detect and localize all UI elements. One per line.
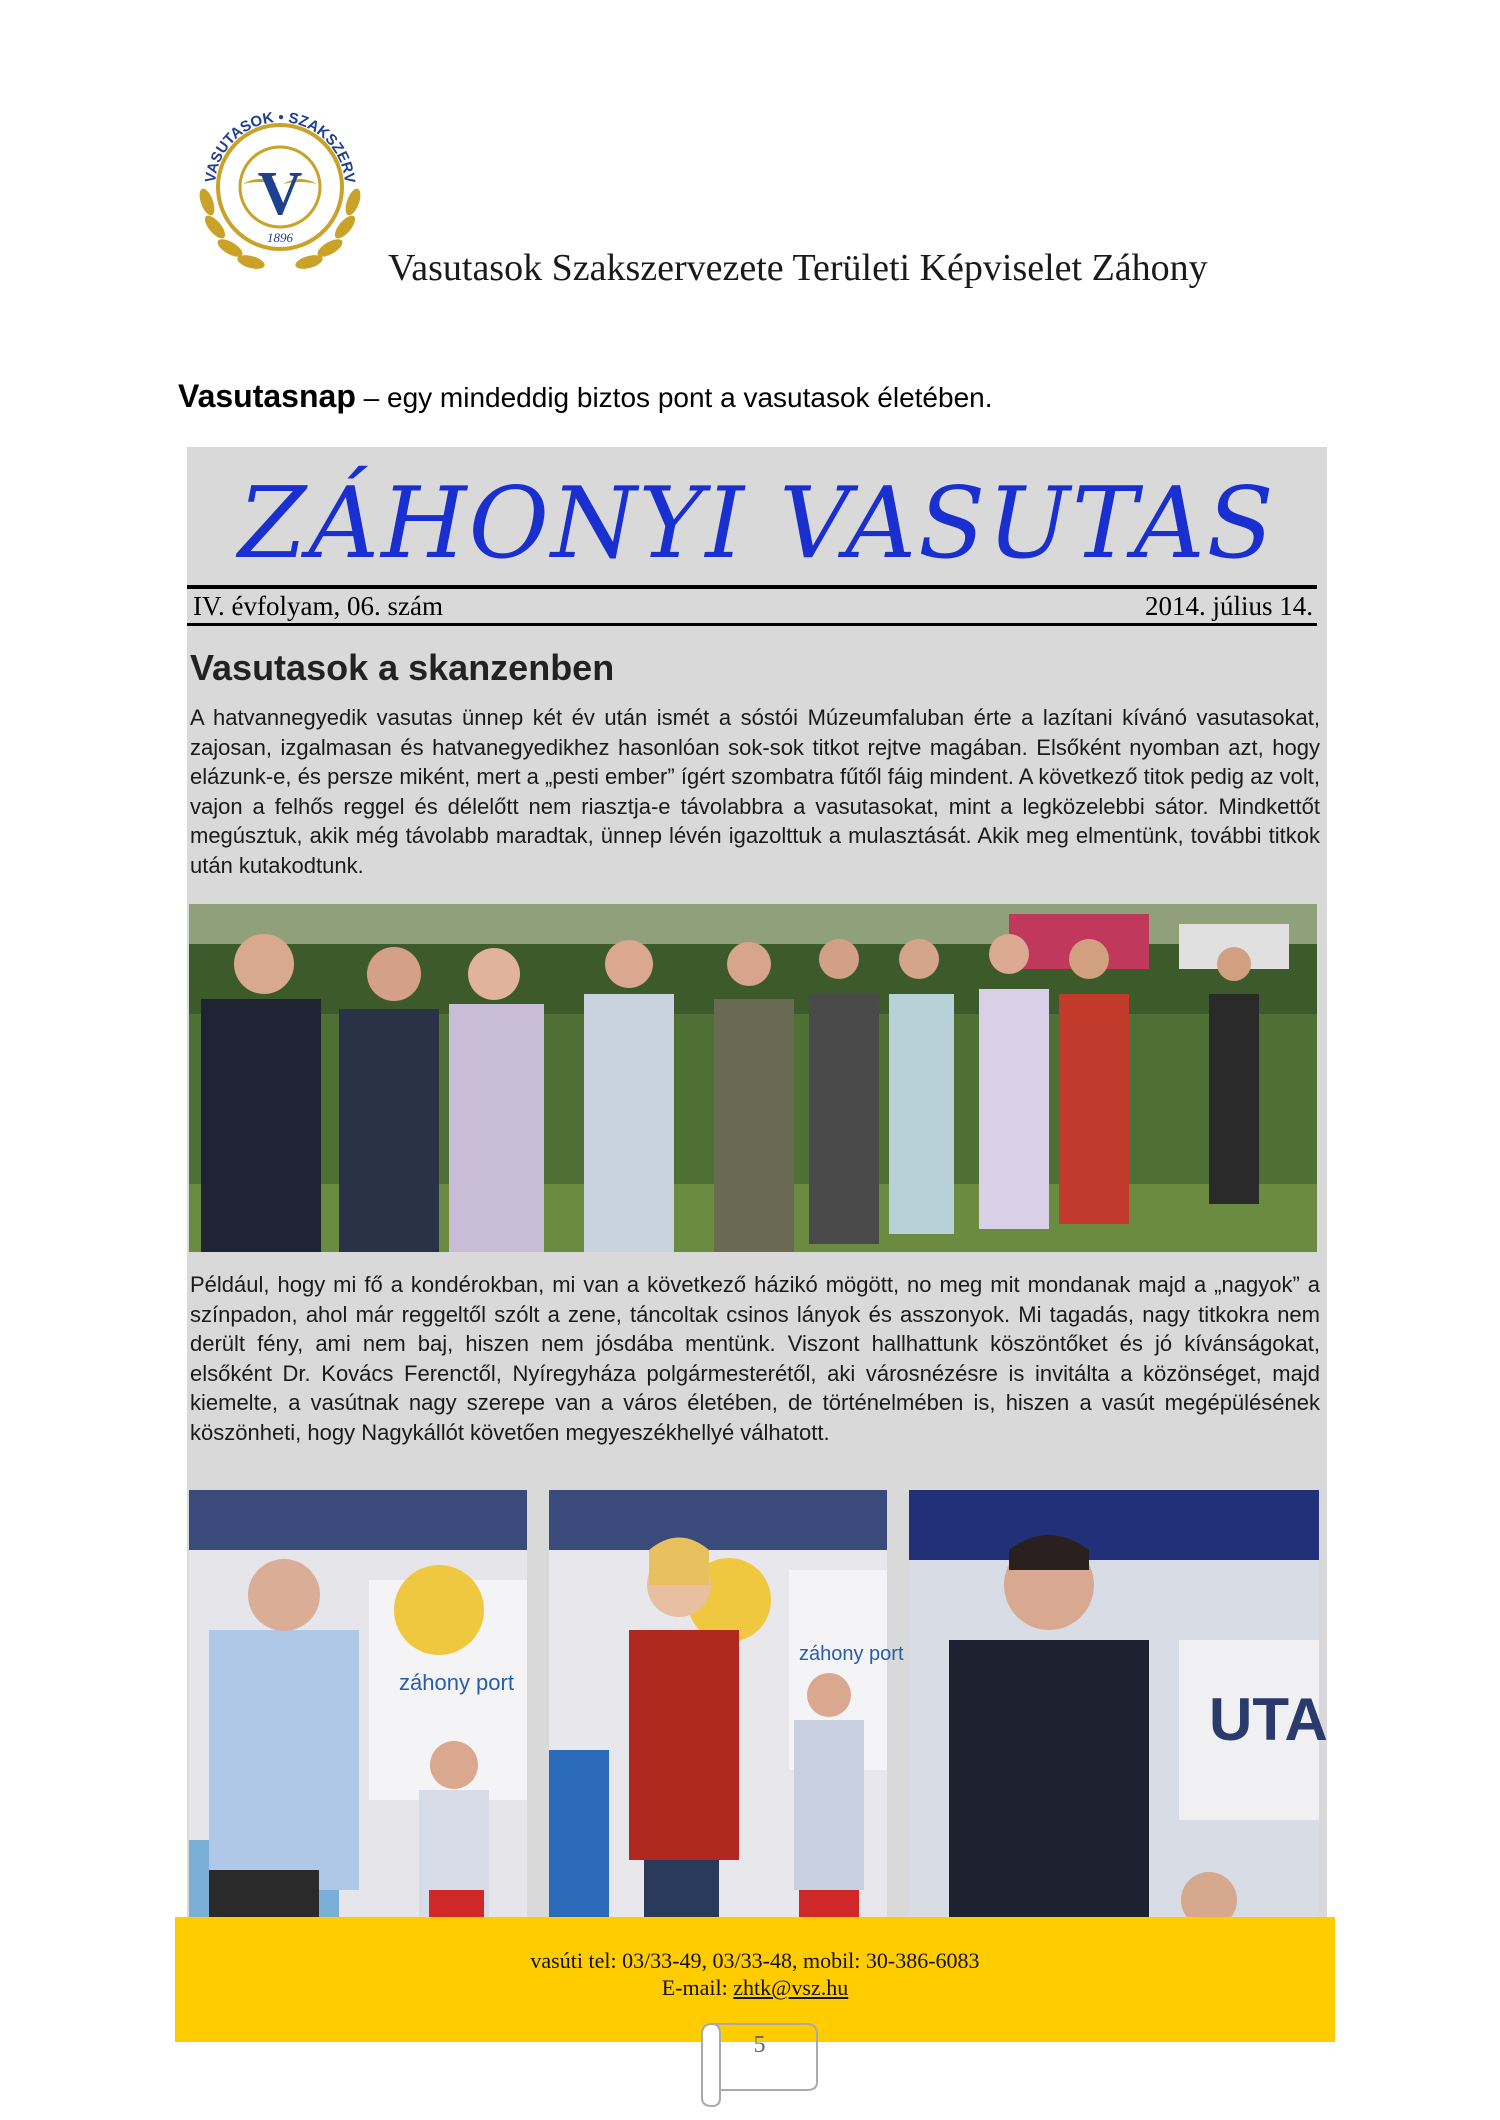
divider <box>187 623 1317 626</box>
crowd-photo <box>189 904 1317 1252</box>
article-title: Vasutasok a skanzenben <box>190 647 615 688</box>
footer-email-label: E-mail: <box>661 1975 734 2000</box>
issue-date: 2014. július 14. <box>1144 590 1313 621</box>
newspaper-clipping <box>187 447 1327 1957</box>
speaker-photo <box>189 1490 527 1955</box>
union-logo <box>185 92 375 282</box>
footer-phone: vasúti tel: 03/33-49, 03/33-48, mobil: 30-386-6083 <box>530 1948 980 1973</box>
speaker-photo <box>909 1490 1328 1955</box>
organization-title: Vasutasok Szakszervezete Területi Képviselet Záhony <box>388 247 1208 289</box>
svg-text:V: V <box>257 160 303 228</box>
footer-contact <box>175 1947 1335 2001</box>
newspaper-masthead: ZÁHONYI VASUTAS <box>238 467 1276 581</box>
page-number-scroll <box>692 2012 827 2110</box>
svg-text:záhony port: záhony port <box>799 1643 904 1665</box>
page-number: 5 <box>753 2032 766 2058</box>
issue-number: IV. évfolyam, 06. szám <box>193 590 443 621</box>
email-link[interactable]: zhtk@vsz.hu <box>733 1975 849 2000</box>
svg-text:záhony port: záhony port <box>399 1670 514 1695</box>
svg-text:1896: 1896 <box>267 230 293 245</box>
speaker-photo <box>549 1490 904 1955</box>
footer-email-line <box>175 1974 1335 2001</box>
issue-line <box>193 589 1313 623</box>
svg-text:VASUTASOK • SZAKSZERVEZETE: VASUTASOK • SZAKSZERV <box>202 108 358 185</box>
headline <box>178 378 993 415</box>
article-paragraph: Például, hogy mi fő a kondérokban, mi van a következő házikó mögött, no meg mit mondanak majd a „nagyok” a színpadon, ahol már reggeltől szólt a zene, táncoltak csinos lányok és asszonyok. Mi tagadás, nagy titkokra nem derült fény, ami nem baj, hiszen nem jósdába mentünk. Viszont hallhattunk köszöntőket és jó kívánságokat, elsőként Dr. Kovács Ferenctől, Nyíregyháza polgármesterétől, aki városnézésre is invitálta a közönséget, majd kiemelte, a vasútnak nagy szerepe van a város életében, de történelmében is, hiszen a vasút megépülésének köszönheti, hogy Nagykállót követően megyeszékhellyé válhatott. <box>190 1272 1320 1445</box>
svg-text:UTA: UTA <box>1209 1686 1328 1753</box>
headline-bold: Vasutasnap <box>178 378 356 414</box>
article-paragraph: A hatvannegyedik vasutas ünnep két év után ismét a sóstói Múzeumfaluban érte a lazítani kívánó vasutasokat, zajosan, izgalmasan és hatvanegyedikhez hasonlóan sok-sok titkot rejtve magában. Elsőként nyomban azt, hogy elázunk-e, és persze miként, mert a „pesti ember” ígért szombatra fűtől fáig mindent. A következő titok pedig az volt, vajon a felhős reggel és délelőtt nem riasztja-e távolabbra a vasutasokat, mint a legközelebbi sátor. Mindkettőt megúsztuk, akik még távolabb maradtak, ünnep lévén igazolttuk a mulasztását. Akik meg elmentünk, további titkok után kutakodtunk. <box>190 705 1320 878</box>
scroll-icon <box>692 2012 827 2110</box>
headline-rest: – egy mindeddig biztos pont a vasutasok életében. <box>355 382 993 413</box>
